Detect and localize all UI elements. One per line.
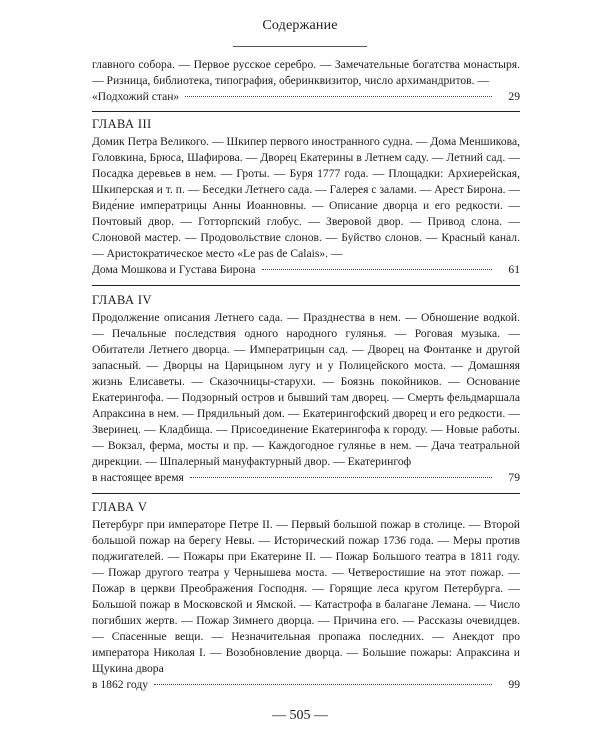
toc-entry-chapter-5 <box>92 499 520 693</box>
toc-page-number: 99 <box>508 678 520 691</box>
toc-entry-last-text: Дома Мошкова и Густава Бирона <box>92 263 256 276</box>
page-number-footer: — 505 — <box>272 708 328 723</box>
page-header: Содержание <box>262 18 338 33</box>
section-divider <box>92 111 520 112</box>
dot-leader <box>154 683 492 685</box>
toc-entry-last-text: в 1862 году <box>92 678 149 691</box>
toc-entry-last-line <box>92 262 520 278</box>
section-divider <box>92 493 520 494</box>
toc-page-number: 29 <box>508 90 520 103</box>
toc-page-number: 79 <box>508 471 520 484</box>
toc-entry-continuation <box>92 57 520 105</box>
toc-entry-text: главного собора. — Первое русское серебро. — Замечательные богатства монастыря. — Ризница, библиотека, типография, оберинквизитор, число архимандритов. — <box>92 58 520 87</box>
section-divider <box>92 285 520 286</box>
dot-leader <box>262 268 492 270</box>
header-rule <box>233 46 367 47</box>
toc-entry-last-line <box>92 470 520 486</box>
chapter-heading: ГЛАВА III <box>92 117 152 131</box>
toc-entry-text: Домик Петра Великого. — Шкипер первого иностранного судна. — Дома Меншикова, Головкина, Брюса, Шафирова. — Дворец Екатерины в Летнем саду. — Летний сад. — Посадка деревьев в нем. — Гроты. — Буря 1777 года. — Площадки: Архиерейская, Шкиперская и т. п. — Беседки Летнего сада. — Галерея с залами. — Арест Бирона. — Виде́ние императрицы Анны Иоанновны. — Описание дворца и его редкости. — Почтовый двор. — Готторпский глобус. — Зверовой двор. — Привод слона. — Слоновой мастер. — Продовольствие слонов. — Буйство слонов. — Красный канал. — Аристократическое место «Le pas de Calais». — <box>92 135 520 260</box>
dot-leader <box>190 476 492 478</box>
toc-entry-last-text: «Подхожий стан» <box>92 90 180 103</box>
toc-entry-last-text: в настоящее время <box>92 471 184 484</box>
toc-page-number: 61 <box>508 263 520 276</box>
toc-entry-last-line <box>92 677 520 693</box>
chapter-heading: ГЛАВА IV <box>92 293 152 307</box>
chapter-heading: ГЛАВА V <box>92 500 148 514</box>
dot-leader <box>185 95 492 97</box>
toc-entry-chapter-4 <box>92 292 520 486</box>
toc-entry-text: Петербург при императоре Петре II. — Первый большой пожар в столице. — Второй большой пожар на берегу Невы. — Исторический пожар 1736 года. — Меры против поджигателей. — Пожары при Екатерине II. — Пожар Большого театра в 1811 году. — Пожар другого театра у Чернышева моста. — Четверостишие на этот пожар. — Пожар в церкви Преображения Господня. — Горящие леса кругом Петербурга. — Большой пожар в Московской и Ямской. — Катастрофа в балагане Лемана. — Число погибших жертв. — Пожар Зимнего дворца. — Причина его. — Рассказы очевидцев. — Спасенные вещи. — Незначительная пропажа последних. — Анекдот про императора Николая I. — Возобновление дворца. — Большие пожары: Апраксина и Щукина двора <box>92 518 520 675</box>
toc-entry-chapter-3 <box>92 116 520 278</box>
toc-entry-text: Продолжение описания Летнего сада. — Празднества в нем. — Обношение водкой. — Печальные последствия одного народного гулянья. — Роговая музыка. — Обитатели Летнего дворца. — Императрицын сад. — Дворец на Фонтанке и другой запасный. — Дворцы на Царицыном лугу и у Полицейского моста. — Домашняя жизнь Елисаветы. — Сказочницы-старухи. — Боязнь покойников. — Основание Екатерингофа. — Подзорный остров и бывший там дворец. — Смерть фельдмаршала Апраксина в нем. — Прядильный дом. — Екатерингофский дворец и его редкости. — Зверинец. — Кладбища. — Присоединение Екатерингофа к городу. — Новые работы. — Вокзал, ферма, мосты и пр. — Каждогодное гулянье в нем. — Дача театральной дирекции. — Шпалерный мануфактурный двор. — Екатерингоф <box>92 311 520 468</box>
toc-entry-last-line <box>92 89 520 105</box>
